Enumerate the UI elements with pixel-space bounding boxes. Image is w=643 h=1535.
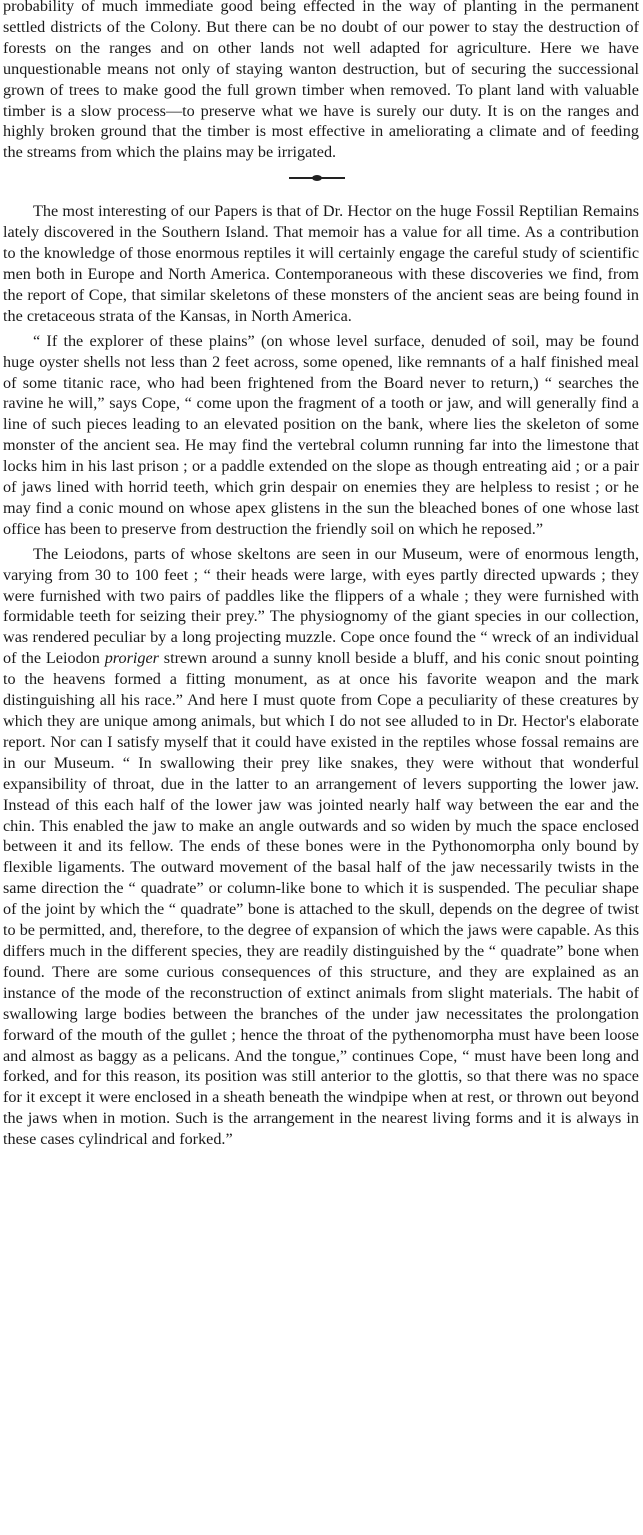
paragraph-hector: The most interesting of our Papers is that of Dr. Hector on the huge Fossil Reptilian Remains lately discovered in the Southern Island. That memoir has a value for all time. As a contribution to the knowledge of those enormous reptiles it will certainly engage the careful study of scientific men both in Europe and North America. Contemporaneous with these discoveries we find, from the report of Cope, that similar skeletons of these monsters of the ancient seas are being found in the cretaceous strata of the Kansas, in North America.	[3, 202, 639, 325]
species-name-italic: proriger	[104, 649, 159, 668]
paragraph-intro: probability of much immediate good being effected in the way of planting in the permanent settled districts of the Colony. But there can be no doubt of our power to stay the destruction of forests on the ranges and on other lands not well adapted for agriculture. Here we have unquestionable means not only of staying wanton destruction, but of securing the successional grown of trees to make good the full grown timber when removed. To plant land with valuable timber is a slow process—to preserve what we have is surely our duty. It is on the ranges and highly broken ground that the timber is most effective in ameliorating a climate and of feeding the streams from which the plains may be irrigated.	[3, 0, 639, 162]
paragraph-leiodons-part-a: The Leiodons, parts of whose skeltons are seen in our Museum, were of enormous length, varying from 30 to 100 feet ; “ their heads were large, with eyes partly directed upwards ; they were furnished with two pairs of paddles like the flippers of a whale ; they were furnished with formidable teeth for seizing their prey.” The physiognomy of the giant species in our collection, was rendered peculiar by a long projecting muzzle. Cope once found the “ wreck of an individual of the Leiodon	[3, 544, 639, 668]
divider-ornament	[312, 175, 322, 181]
paragraph-leiodons	[3, 544, 639, 1150]
section-divider	[3, 163, 639, 199]
paragraph-leiodons-part-b: strewn around a sunny knoll beside a bluff, and his conic snout pointing to the heavens formed a fitting monument, as at once his favorite weapon and the mark distinguishing all his race.” And here I must quote from Cope a peculiarity of these creatures by which they are unique among animals, but which I do not see alluded to in Dr. Hector's elaborate report. Nor can I satisfy myself that it could have existed in the reptiles whose fossal remains are in our Museum. “ In swallowing their prey like snakes, they were without that wonderful expansibility of throat, due in the latter to an arrangement of levers supporting the lower jaw. Instead of this each half of the lower jaw was jointed nearly half way between the ear and the chin. This enabled the jaw to make an angle outwards and so widen by much the space enclosed between it and its fellow. The ends of these bones were in the Pythonomorpha only bound by flexible ligaments. The outward movement of the basal half of the jaw necessarily twists in the same direction the “ quadrate” or column-like bone to which it is suspended. The peculiar shape of the joint by which the “ quadrate” bone is attached to the skull, depends on the degree of twist to be permitted, and, therefore, to the degree of expansion of which the jaws were capable. As this differs much in the different species, they are readily distinguished by the “ quadrate” bone when found. There are some curious consequences of this structure, and they are explained as an instance of the mode of the reconstruction of extinct animals from slight materials. The habit of swallowing large bodies between the branches of the under jaw necessitates the prolongation forward of the mouth of the gullet ; hence the throat of the pythenomorpha must have been loose and almost as baggy as a pelicans. And the tongue,” continues Cope, “ must have been long and forked, and for this reason, its position was still anterior to the glottis, so that there was no space for it except it were enclosed in a sheath beneath the windpipe when at rest, or thrown out beyond the jaws when in motion. Such is the arrangement in the nearest living forms and it is always in these cases cylindrical and forked.”	[3, 649, 640, 1149]
paragraph-plains-quote: “ If the explorer of these plains” (on whose level surface, denuded of soil, may be found huge oyster shells not less than 2 feet across, some opened, like remnants of a half finished meal of some titanic race, who had been frightened from the Board never to return,) “ searches the ravine he will,” says Cope, “ come upon the fragment of a tooth or jaw, and will generally find a line of such pieces leading to an elevated position on the bank, where lies the skeleton of some monster of the ancient sea. He may find the vertebral column running far into the limestone that locks him in his last prison ; or a paddle extended on the slope as though entreating aid ; or a pair of jaws lined with horrid teeth, which grin despair on enemies they are helpless to resist ; or he may find a conic mound on whose apex glistens in the sun the bleached bones of one whose last office has been to preserve from destruction the friendly soil on which he reposed.”	[3, 331, 639, 538]
